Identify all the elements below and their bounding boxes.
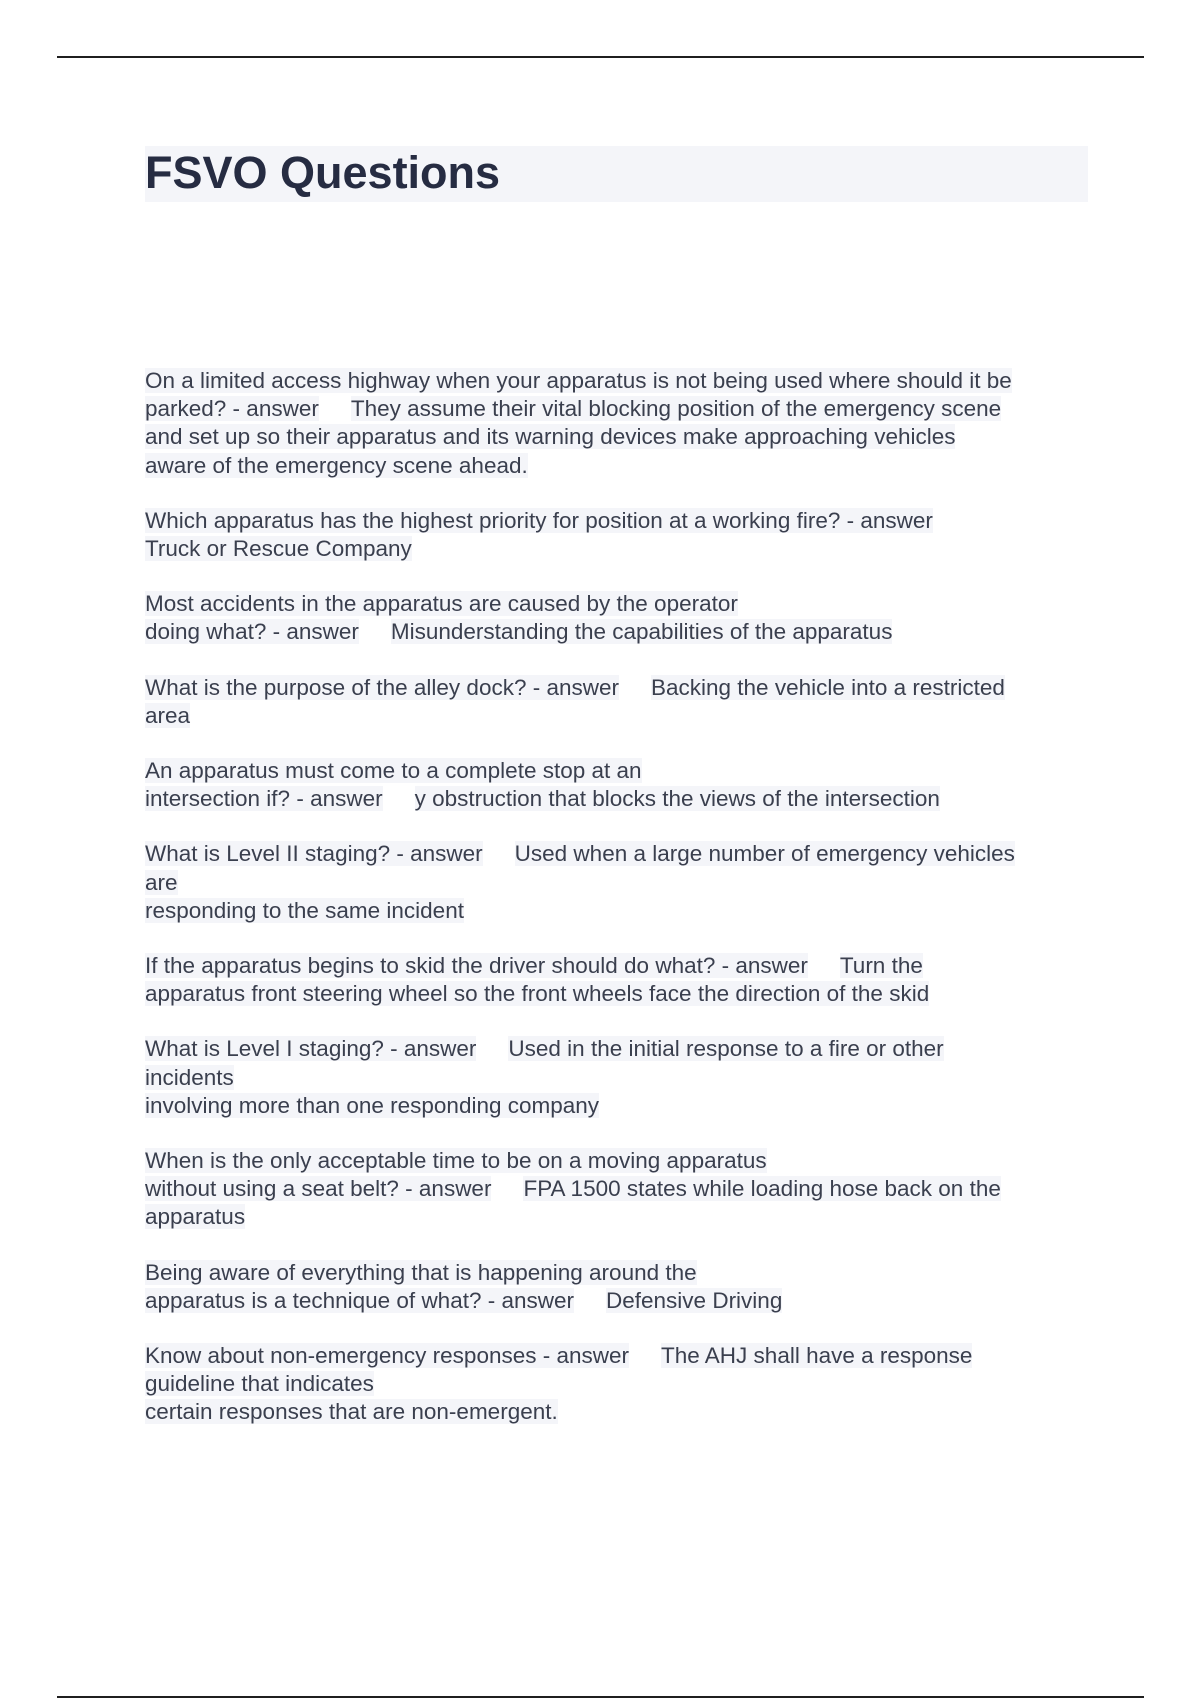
answer-line: Backing the vehicle into a restricted	[651, 674, 1005, 700]
qa-item	[145, 1342, 1095, 1427]
qa-item	[145, 1035, 1095, 1120]
question-line: doing what? - answer	[145, 619, 359, 645]
answer-line: and set up so their apparatus and its warning devices make approaching vehicles	[145, 424, 956, 450]
answer-line: involving more than one responding company	[145, 1092, 600, 1118]
top-rule	[57, 56, 1144, 58]
question-line: Know about non-emergency responses - answer	[145, 1343, 630, 1369]
answer-line: certain responses that are non-emergent.	[145, 1399, 558, 1425]
question-line: parked? - answer	[145, 396, 319, 422]
answer-line: incidents	[145, 1064, 234, 1090]
answer-line: are	[145, 869, 178, 895]
answer-line: Turn the	[839, 953, 923, 979]
answer-line: area	[145, 702, 191, 728]
question-line: Which apparatus has the highest priority for position at a working fire? - answer	[145, 507, 933, 533]
question-line: intersection if? - answer	[145, 786, 383, 812]
qa-item	[145, 757, 1095, 813]
question-line: An apparatus must come to a complete stop at an	[145, 758, 642, 784]
qa-item	[145, 367, 1095, 480]
question-line: On a limited access highway when your apparatus is not being used where should it be	[145, 368, 1012, 393]
answer-line: y obstruction that blocks the views of the intersection	[414, 786, 940, 812]
question-line: Being aware of everything that is happening around the	[145, 1259, 697, 1285]
answer-line: responding to the same incident	[145, 897, 464, 923]
answer-line: guideline that indicates	[145, 1371, 374, 1397]
qa-item	[145, 1259, 1095, 1315]
qa-item	[145, 952, 1095, 1008]
qa-list	[145, 367, 1095, 1454]
question-line: What is the purpose of the alley dock? - answer	[145, 674, 619, 700]
answer-line: apparatus	[145, 1204, 246, 1230]
answer-line: They assume their vital blocking position of the emergency scene	[350, 396, 1002, 422]
answer-line: FPA 1500 states while loading hose back on the	[523, 1176, 1001, 1202]
page-title: FSVO Questions	[145, 147, 501, 198]
bottom-rule	[57, 1696, 1144, 1698]
question-line: Most accidents in the apparatus are caused by the operator	[145, 591, 738, 617]
answer-line: Truck or Rescue Company	[145, 536, 412, 562]
question-line: What is Level II staging? - answer	[145, 841, 483, 867]
qa-item	[145, 590, 1095, 646]
question-line: without using a seat belt? - answer	[145, 1176, 492, 1202]
answer-line: Misunderstanding the capabilities of the apparatus	[390, 619, 893, 645]
qa-item	[145, 840, 1095, 925]
answer-line: Used in the initial response to a fire or other	[508, 1036, 944, 1062]
answer-line: Defensive Driving	[606, 1287, 783, 1313]
qa-item	[145, 674, 1095, 730]
answer-line: The AHJ shall have a response	[661, 1343, 973, 1369]
answer-line: Used when a large number of emergency vehicles	[514, 841, 1015, 867]
question-line: If the apparatus begins to skid the driver should do what? - answer	[145, 953, 808, 979]
qa-item	[145, 507, 1095, 563]
answer-line: apparatus front steering wheel so the front wheels face the direction of the skid	[145, 981, 930, 1007]
question-line: apparatus is a technique of what? - answer	[145, 1287, 575, 1313]
question-line: When is the only acceptable time to be on a moving apparatus	[145, 1148, 767, 1174]
question-line: What is Level I staging? - answer	[145, 1036, 477, 1062]
qa-item	[145, 1147, 1095, 1232]
answer-line: aware of the emergency scene ahead.	[145, 452, 528, 478]
